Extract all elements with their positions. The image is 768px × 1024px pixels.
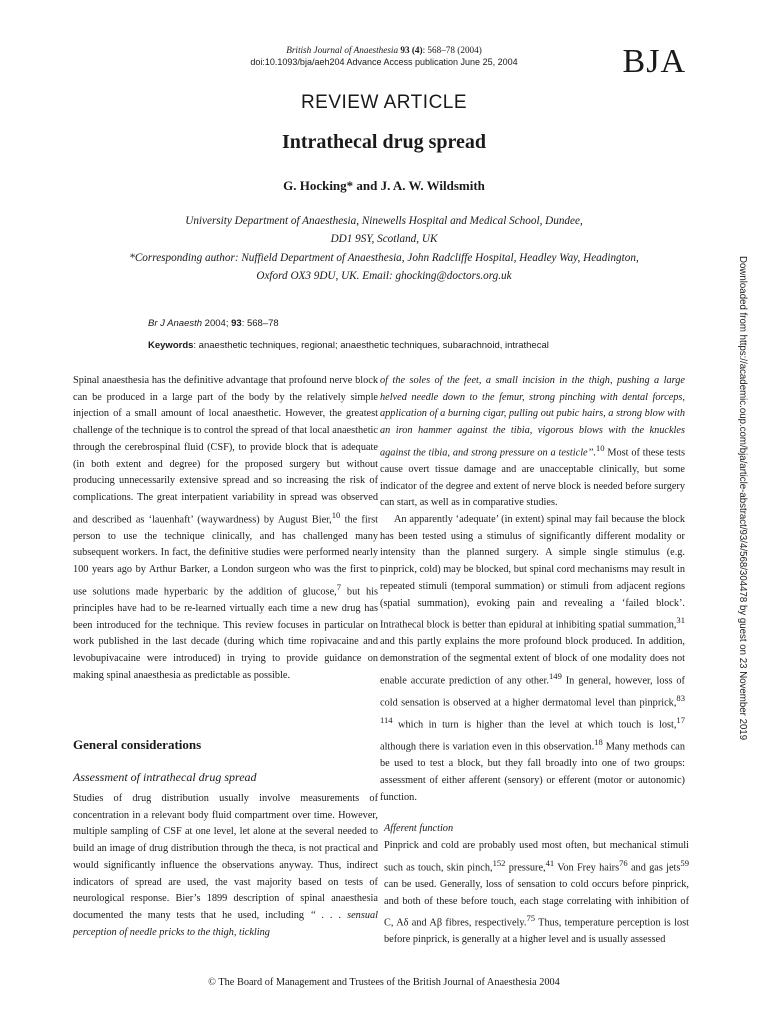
- afferent-text-a: Pinprick and cold are probably used most often, but mechanical stimuli such as touch, skin pinch,: [384, 840, 689, 874]
- ref-10: 10: [331, 509, 341, 520]
- article-citation: [148, 318, 279, 329]
- adequate-spinal-text-e: although there is variation even in this observation.: [380, 741, 595, 753]
- copyright-footer: © The Board of Management and Trustees of the British Journal of Anaesthesia 2004: [208, 977, 560, 988]
- adequate-spinal-text-b: and this partly explains the more profound block produced. In addition, demonstration of the segmental extent of block of one modality does not enable accurate prediction of any other.: [380, 636, 685, 687]
- ref-83-114: 83 114: [380, 692, 685, 726]
- article-type: REVIEW ARTICLE: [300, 92, 468, 113]
- ref-41: 41: [545, 857, 555, 868]
- journal-issue: (4): [411, 45, 423, 55]
- ref-75: 75: [526, 913, 536, 924]
- section-heading: General considerations: [73, 737, 202, 752]
- adequate-spinal-text-c: In general, however, loss of cold sensation is observed at a higher dermatomal level than pinprick,: [380, 675, 685, 709]
- keywords-label: Keywords: [148, 340, 194, 351]
- intro-text-a: Spinal anaesthesia has the definitive advantage that profound nerve block can be produced in a large part of the body by the relatively simple injection of a small amount of local anaesthetic. However, the greatest challenge of the technique is to control the spread of that local anaesthetic through the cerebrospinal fluid (CSF), to provide block that is adequate (in both extent and degree) for the proposed surgery but without producing unnecessarily extensive spread and so increasing the risk of complications. The great interpatient variability in spread was observed and described as ‘lauenhaft’ (waywardness) by August Bier,: [73, 375, 378, 526]
- affiliation-line-1: University Department of Anaesthesia, Ninewells Hospital and Medical School, Dundee,: [185, 215, 583, 227]
- adequate-spinal-text-f: Many methods can be used to test a block, but they fall broadly into one of two groups: assessment of either afferent (sensory) or efferent (motor or autonomic) function.: [380, 741, 685, 803]
- ref-18: 18: [594, 737, 603, 748]
- bier-quote-start: ‘‘ . . . sensual perception of needle pricks to the thigh, tickling: [73, 909, 378, 938]
- assessment-paragraph: [73, 791, 378, 941]
- afferent-text-e: can be used. Generally, loss of sensation to cold occurs before pinprick, and both of these before touch, each stage correlating with inhibition of C, Aδ and Aβ fibres, respectively.: [384, 878, 689, 929]
- citation-pages: : 568–78: [241, 318, 279, 329]
- citation-volume: 93: [231, 318, 242, 329]
- afferent-text-b: pressure,: [505, 862, 546, 874]
- affiliation-line-2: DD1 9SY, Scotland, UK: [330, 233, 438, 245]
- afferent-paragraph: [384, 838, 689, 949]
- keywords: [148, 340, 549, 351]
- download-sidebar: [736, 256, 750, 774]
- keywords-text: : anaesthetic techniques, regional; anaesthetic techniques, subarachnoid, intrathecal: [193, 340, 549, 351]
- ref-7: 7: [336, 581, 342, 592]
- ref-10-b: 10: [595, 442, 605, 453]
- download-notice[interactable]: Downloaded from https://academic.oup.com/bja/article-abstract/93/4/568/304478 by guest on 23 November 2019: [737, 256, 748, 741]
- citation-journal: Br J Anaesth: [148, 318, 203, 329]
- afferent-text-d: and gas jets: [627, 862, 681, 874]
- journal-volume: 93: [400, 45, 410, 55]
- bja-logo: BJA: [622, 43, 686, 80]
- journal-name: British Journal of Anaesthesia: [286, 45, 399, 55]
- doi-line: doi:10.1093/bja/aeh204 Advance Access publication June 25, 2004: [250, 57, 518, 67]
- ref-31: 31: [676, 615, 685, 626]
- intro-text-b: the first person to use the technique clinically, and has challenged many subsequent workers. In fact, the definitive studies were performed nearly 100 years ago by Arthur Barker, a London surgeon who was the first to use solutions made hyperbaric by the addition of glucose,: [73, 514, 378, 598]
- assessment-text: Studies of drug distribution usually involve measurements of concentration in a relevant body fluid compartment over time. However, multiple sampling of CSF at one level, let alone at the several needed to build an image of drug distribution through the theca, is not practical and would significantly influence the observations anyway. Thus, indirect indicators of spread are used, the vast majority based on tests of neurological response. Bier’s 1899 description of spinal anaesthesia documented the many tests that he used, including: [73, 793, 378, 921]
- ref-76: 76: [619, 857, 628, 868]
- bier-quote-end: of the soles of the feet, a small incision in the thigh, pushing a large helved needle down to the femur, strong pinching with dental forceps, application of a burning cigar, pulling out pubic hairs, a strong blow with an iron hammer against the tibia, vigorous blows with the knuckles against the tibia, and strong pressure on a testicle’’.: [380, 375, 685, 459]
- afferent-text-f: Thus, temperature perception is lost before pinprick, is generally at a higher level and is usually assessed: [384, 917, 689, 946]
- ref-149: 149: [548, 670, 562, 681]
- subsection-heading: Assessment of intrathecal drug spread: [73, 770, 257, 784]
- journal-pages: : 568–78 (2004): [422, 45, 482, 55]
- corresponding-line-1: *Corresponding author: Nuffield Department of Anaesthesia, John Radcliffe Hospital, Headley Way, Headington,: [129, 252, 639, 264]
- corresponding-line-2: Oxford OX3 9DU, UK. Email: ghocking@doctors.org.uk: [256, 270, 512, 282]
- citation-year: 2004;: [202, 318, 232, 329]
- ref-17: 17: [676, 715, 685, 726]
- authors: G. Hocking* and J. A. W. Wildsmith: [283, 178, 485, 193]
- ref-152: 152: [492, 857, 506, 868]
- intro-text-c: but his principles have had to be re-learned virtually each time a new drug has been introduced for the technique. This review focuses in particular on work published in the last decade (during which time ropivacaine and levobupivacaine were introduced) in trying to provide guidance on making spinal anaesthesia as predictable as possible.: [73, 586, 379, 681]
- adequate-spinal-text-a: An apparently ‘adequate’ (in extent) spinal may fail because the block has been tested using a stimulus of significantly different modality or intensity than the planned surgery. A simple single stimulus (e.g. pinprick, cold) may be blocked, but spinal cord mechanisms may result in repeated stimuli (temporal summation) or stimuli from adjacent regions (spatial summation), evoking pain and revealing a ‘failed block’. Intrathecal block is better than epidural at inhibiting spatial summation,: [380, 514, 685, 631]
- intro-paragraph: [73, 373, 378, 685]
- ref-59: 59: [680, 857, 689, 868]
- afferent-text-c: Von Frey hairs: [554, 862, 620, 874]
- column-2-top: [380, 373, 685, 806]
- afferent-function-heading: Afferent function: [384, 823, 454, 834]
- adequate-spinal-text-d: which in turn is higher than the level at which touch is lost,: [392, 719, 677, 731]
- tests-paragraph-text: Most of these tests cause overt tissue damage and are unacceptable clinically, but some indicator of the degree and extent of nerve block is needed before surgery can start, as well as in comparative studies.: [380, 447, 685, 509]
- article-title: Intrathecal drug spread: [281, 131, 487, 153]
